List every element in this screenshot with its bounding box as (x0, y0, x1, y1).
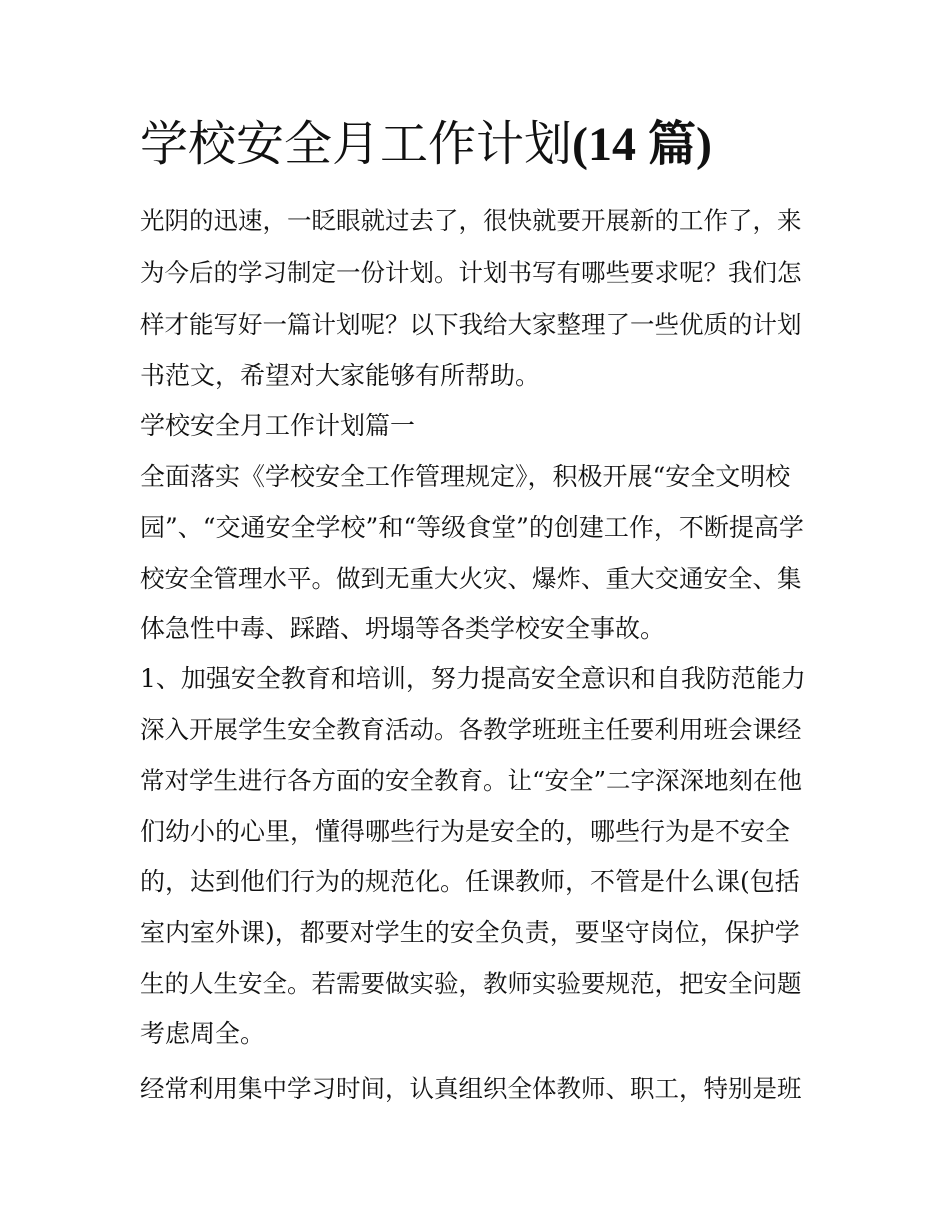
section-heading: 学校安全月工作计划篇一 (140, 411, 416, 440)
text-line: 深入开展学生安全教育活动。各教学班班主任要利用班会课经 (140, 715, 802, 744)
text-line: 样才能写好一篇计划呢？以下我给大家整理了一些优质的计划 (140, 310, 802, 339)
text-line: 光阴的迅速，一眨眼就过去了，很快就要开展新的工作了，来 (140, 206, 802, 235)
text-line: 为今后的学习制定一份计划。计划书写有哪些要求呢？我们怎 (140, 258, 802, 287)
text-line: 考虑周全。 (140, 1019, 266, 1048)
title-count: (14 篇) (572, 118, 712, 171)
text-line: 体急性中毒、踩踏、坍塌等各类学校安全事故。 (140, 614, 666, 643)
text-line: 1、加强安全教育和培训，努力提高安全意识和自我防范能力 (140, 664, 806, 693)
text-line: 常对学生进行各方面的安全教育。让“安全”二字深深地刻在他 (140, 766, 803, 795)
text-line: 校安全管理水平。做到无重大火灾、爆炸、重大交通安全、集 (140, 564, 802, 593)
text-line: 经常利用集中学习时间，认真组织全体教师、职工，特别是班 (140, 1074, 802, 1103)
title-main: 学校安全月工作计划 (140, 116, 573, 172)
text-line: 室内室外课)，都要对学生的安全负责，要坚守岗位，保护学 (140, 918, 800, 947)
text-line: 们幼小的心里，懂得哪些行为是安全的，哪些行为是不安全 (140, 817, 791, 846)
text-line: 书范文，希望对大家能够有所帮助。 (140, 361, 541, 390)
document-title (140, 112, 712, 177)
text-line: 的，达到他们行为的规范化。任课教师，不管是什么课(包括 (140, 867, 800, 896)
text-line: 全面落实《学校安全工作管理规定》，积极开展“安全文明校 (140, 462, 791, 491)
text-line: 园”、“交通安全学校”和“等级食堂”的创建工作，不断提高学 (140, 513, 804, 542)
text-line: 生的人生安全。若需要做实验，教师实验要规范，把安全问题 (140, 969, 802, 998)
